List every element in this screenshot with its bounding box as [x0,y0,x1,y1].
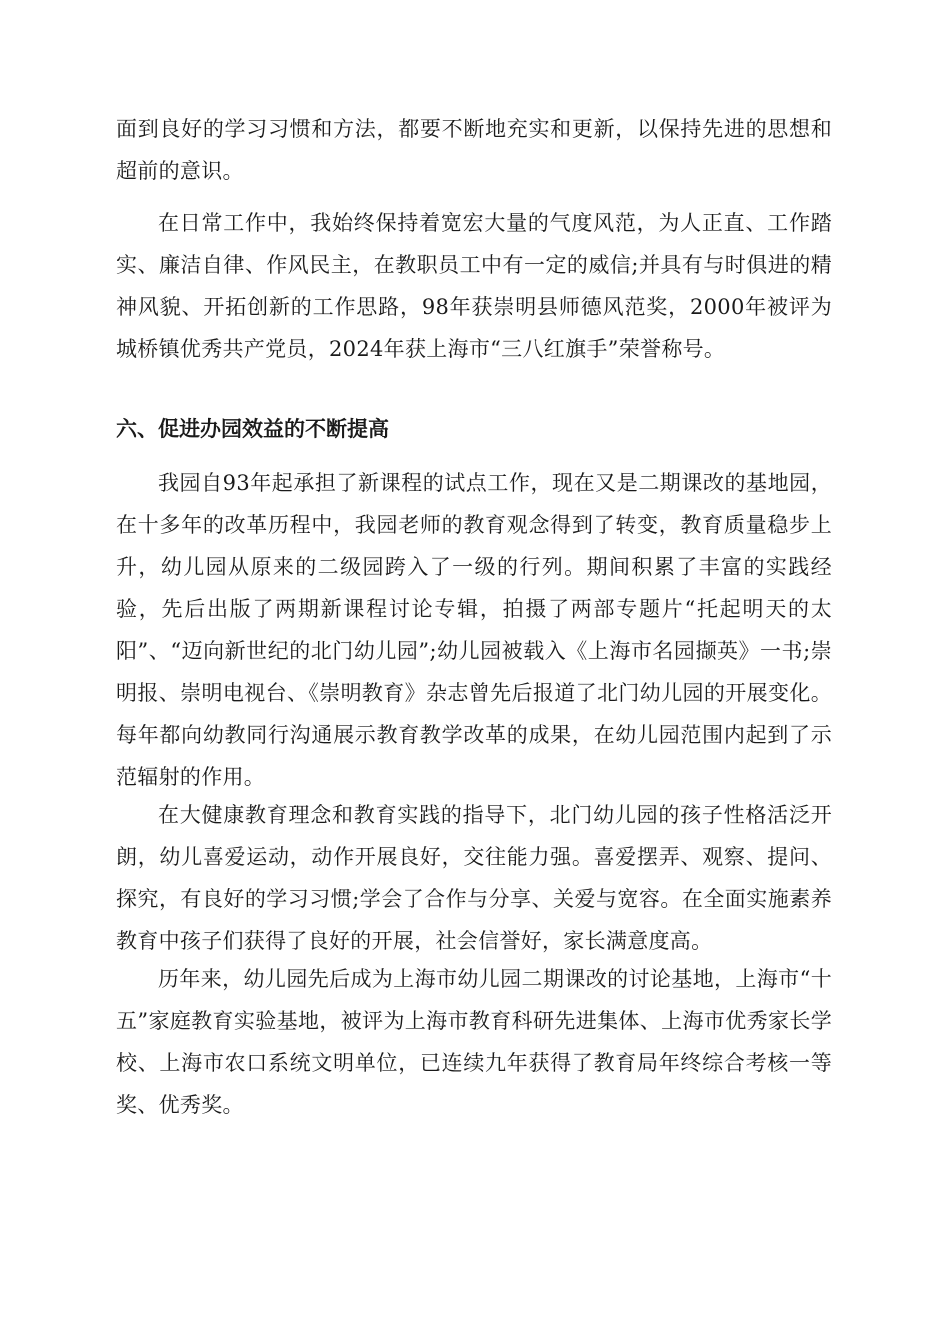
paragraph-curriculum-reform: 我园自93年起承担了新课程的试点工作，现在又是二期课改的基地园，在十多年的改革历程中，我园老师的教育观念得到了转变，教育质量稳步上升，幼儿园从原来的二级园跨入了一级的行列。期间积累了丰富的实践经验，先后出版了两期新课程讨论专辑，拍摄了两部专题片“托起明天的太阳”、“迈向新世纪的北门幼儿园”;幼儿园被载入《上海市名园撷英》一书;崇明报、崇明电视台、《崇明教育》杂志曾先后报道了北门幼儿园的开展变化。每年都向幼教同行沟通展示教育教学改革的成果，在幼儿园范围内起到了示范辐射的作用。 [116,471,832,789]
paragraph-daily-work: 在日常工作中，我始终保持着宽宏大量的气度风范，为人正直、工作踏实、廉洁自律、作风民主，在教职员工中有一定的威信;并具有与时俱进的精神风貌、开拓创新的工作思路，98年获崇明县师德风范奖，2000年被评为城桥镇优秀共产党员，2024年获上海市“三八红旗手”荣誉称号。 [116,211,832,361]
paragraph-health-education: 在大健康教育理念和教育实践的指导下，北门幼儿园的孩子性格活泛开朗，幼儿喜爱运动，动作开展良好，交往能力强。喜爱摆弄、观察、提问、探究，有良好的学习习惯;学会了合作与分享、关爱与宽容。在全面实施素养教育中孩子们获得了良好的开展，社会信誉好，家长满意度高。 [116,803,832,953]
paragraph-continuation: 面到良好的学习习惯和方法，都要不断地充实和更新，以保持先进的思想和超前的意识。 [116,117,832,183]
paragraph-honors: 历年来，幼儿园先后成为上海市幼儿园二期课改的讨论基地，上海市“十五”家庭教育实验基地，被评为上海市教育科研先进集体、上海市优秀家长学校、上海市农口系统文明单位，已连续九年获得了教育局年终综合考核一等奖、优秀奖。 [116,967,832,1117]
section-heading: 六、促进办园效益的不断提高 [116,417,389,441]
